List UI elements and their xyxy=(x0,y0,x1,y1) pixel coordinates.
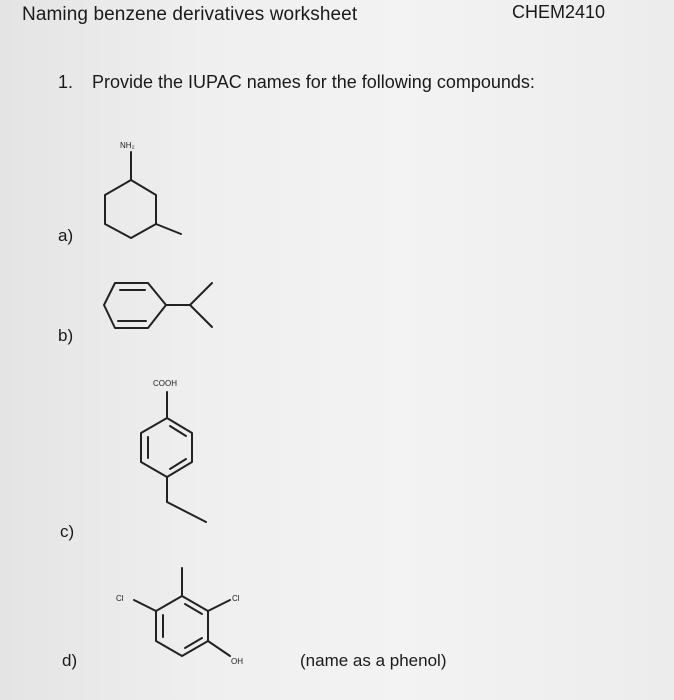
compound-d-cl-right-label: Cl xyxy=(232,594,240,603)
compound-d-cl-left-label: Cl xyxy=(116,594,124,603)
compound-c-ethyl-bond-2 xyxy=(167,502,206,522)
compound-d-cl-right-bond xyxy=(208,600,230,611)
compound-a-ring xyxy=(105,180,156,238)
compound-b-methyl-bond-2 xyxy=(190,305,212,327)
compound-d-label: d) xyxy=(62,651,78,670)
compound-b-structure xyxy=(104,283,212,328)
compound-a-label: a) xyxy=(58,226,74,245)
compound-a-methyl-bond xyxy=(156,224,181,234)
compound-a-structure xyxy=(105,152,181,238)
compound-b-methyl-bond-1 xyxy=(190,283,212,305)
compound-d-structure xyxy=(134,568,230,656)
worksheet-title: Naming benzene derivatives worksheet xyxy=(22,4,358,25)
course-code: CHEM2410 xyxy=(512,2,606,22)
compound-d-cl-left-bond xyxy=(134,600,156,611)
compound-c-structure xyxy=(141,392,206,522)
question-number: 1. xyxy=(58,72,74,92)
compound-c-label: c) xyxy=(60,522,75,541)
compound-a-nh2-label: NH₂ xyxy=(120,141,135,150)
compound-d-oh-label: OH xyxy=(231,657,243,666)
question-prompt: Provide the IUPAC names for the following compounds: xyxy=(92,72,535,92)
compound-b-label: b) xyxy=(58,326,74,345)
compound-d-oh-bond xyxy=(208,641,230,656)
compound-c-cooh-label: COOH xyxy=(153,379,177,388)
compound-d-note: (name as a phenol) xyxy=(300,651,447,670)
